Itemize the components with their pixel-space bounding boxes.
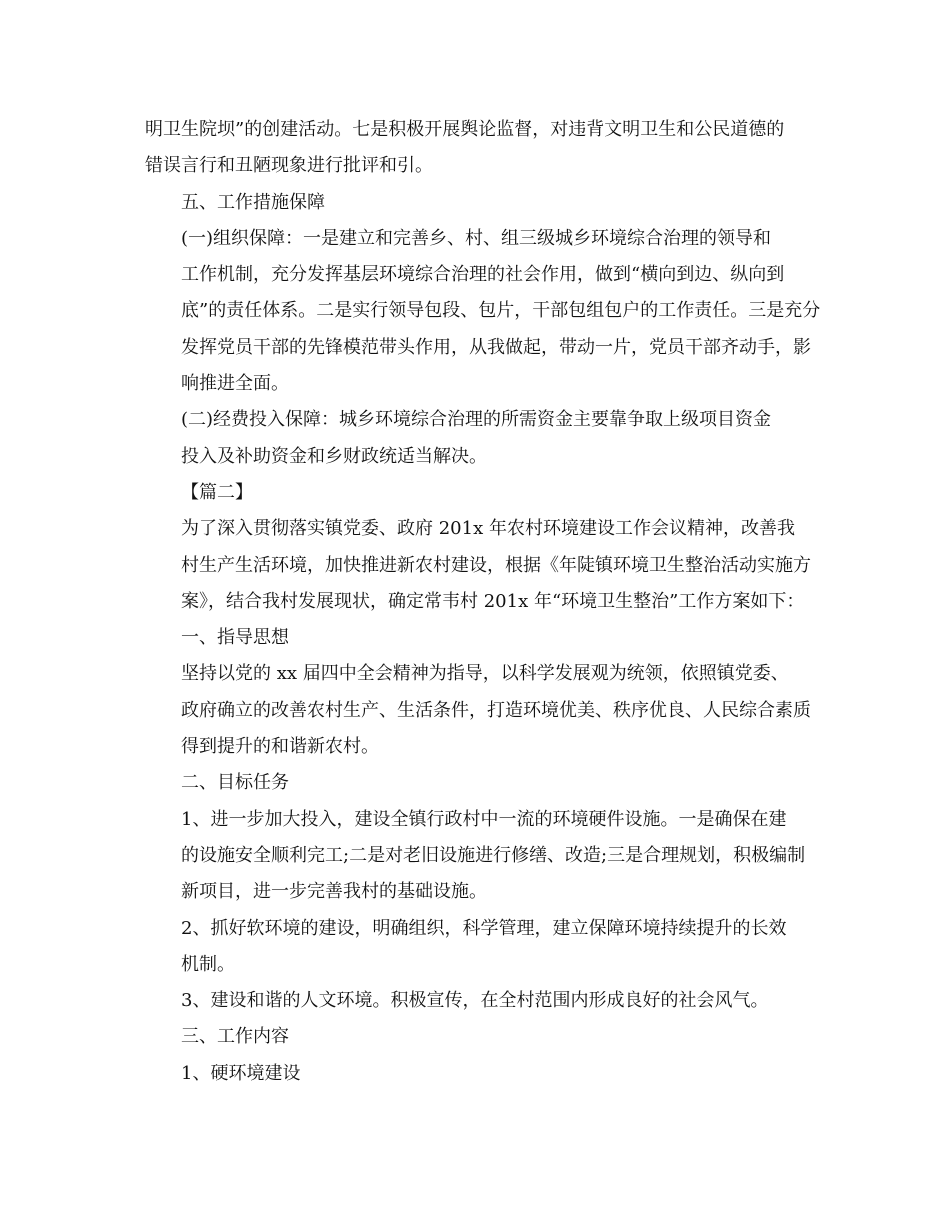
text-line: 2、抓好软环境的建设，明确组织，科学管理，建立保障环境持续提升的长效 <box>181 917 787 939</box>
text-line: 为了深入贯彻落实镇党委、政府 201x 年农村环境建设工作会议精神，改善我 <box>181 518 795 540</box>
text-line: 明卫生院坝”的创建活动。七是积极开展舆论监督，对违背文明卫生和公民道德的 <box>145 119 785 140</box>
text-line: (一)组织保障：一是建立和完善乡、村、组三级城乡环境综合治理的领导和 <box>181 227 772 249</box>
text-line: 底”的责任体系。二是实行领导包段、包片，干部包组包户的工作责任。三是充分 <box>181 300 821 322</box>
paragraph <box>145 656 811 765</box>
paragraph <box>145 911 808 984</box>
text-line: 坚持以党的 xx 届四中全会精神为指导，以科学发展观为统领，依照镇党委、 <box>181 663 789 685</box>
paragraph <box>145 983 808 1019</box>
text-line: 响推进全面。 <box>181 373 289 395</box>
text-line: 3、建设和谐的人文环境。积极宣传，在全村范围内形成良好的社会风气。 <box>181 990 769 1012</box>
text-line: 投入及补助资金和乡财政统适当解决。 <box>181 445 487 467</box>
text-line: 错误言行和丑陋现象进行批评和引。 <box>145 155 433 177</box>
paragraph <box>145 112 808 185</box>
text-line: 1、硬环境建设 <box>181 1062 301 1084</box>
text-line: 二、目标任务 <box>181 772 289 794</box>
paragraph <box>145 765 808 801</box>
paragraph <box>145 221 821 402</box>
paragraph <box>145 1056 808 1092</box>
paragraph <box>145 402 808 475</box>
paragraph <box>145 1019 808 1055</box>
text-line: 得到提升的和谐新农村。 <box>181 736 379 758</box>
text-line: 工作机制，充分发挥基层环境综合治理的社会作用，做到“横向到边、纵向到 <box>181 264 785 286</box>
text-line: 三、工作内容 <box>181 1026 289 1048</box>
paragraph <box>145 185 808 221</box>
text-line: 【篇二】 <box>181 481 253 503</box>
paragraph <box>145 475 808 511</box>
text-line: 案》，结合我村发展现状，确定常韦村 201x 年“环境卫生整治”工作方案如下： <box>181 590 805 612</box>
paragraph <box>145 511 811 620</box>
text-line: 的设施安全顺利完工;二是对老旧设施进行修缮、改造;三是合理规划，积极编制 <box>181 844 806 866</box>
document-body <box>145 112 821 1092</box>
text-line: (二)经费投入保障：城乡环境综合治理的所需资金主要靠争取上级项目资金 <box>181 409 772 431</box>
text-line: 一、指导思想 <box>181 627 289 649</box>
text-line: 新项目，进一步完善我村的基础设施。 <box>181 881 487 903</box>
text-line: 发挥党员干部的先锋模范带头作用，从我做起，带动一片，党员干部齐动手，影 <box>181 336 811 358</box>
text-line: 村生产生活环境，加快推进新农村建设，根据《年陡镇环境卫生整治活动实施方 <box>181 554 811 576</box>
text-line: 1、进一步加大投入，建设全镇行政村中一流的环境硬件设施。一是确保在建 <box>181 808 787 830</box>
paragraph <box>145 802 808 911</box>
text-line: 五、工作措施保障 <box>181 191 325 213</box>
text-line: 机制。 <box>181 953 235 975</box>
text-line: 政府确立的改善农村生产、生活条件，打造环境优美、秩序优良、人民综合素质 <box>181 699 811 721</box>
paragraph <box>145 620 808 656</box>
